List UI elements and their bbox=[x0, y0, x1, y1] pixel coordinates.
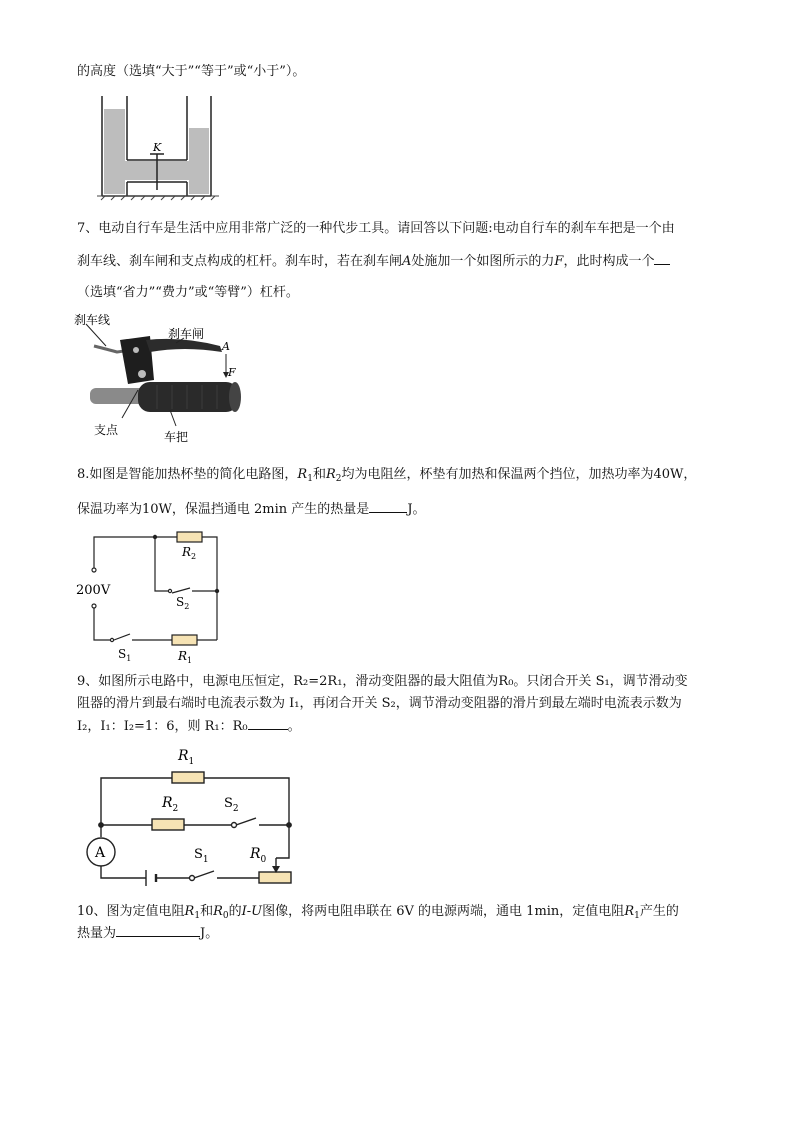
q9-line3: I₂，I₁：I₂=1：6，则 R₁：R₀ 。 bbox=[77, 719, 301, 734]
label-r0: $R_0$ bbox=[250, 846, 267, 865]
label-s2: $S_2$ bbox=[224, 796, 239, 814]
label-r1: $R_1$ bbox=[178, 748, 195, 767]
pivot-bolt bbox=[138, 370, 146, 378]
label-point-a: A bbox=[222, 340, 230, 353]
right-water bbox=[189, 128, 209, 194]
valve-label: K bbox=[153, 141, 162, 154]
leader-cable bbox=[86, 324, 106, 346]
leader-handle bbox=[170, 410, 176, 426]
junction-right bbox=[215, 589, 218, 592]
q7-answer-blank[interactable] bbox=[654, 252, 670, 265]
q8-line2: 保温功率为10W，保温挡通电 2min 产生的热量是 J。 bbox=[77, 502, 426, 517]
grip bbox=[138, 382, 238, 412]
supply-voltage: 200V bbox=[76, 583, 111, 598]
s1-contact bbox=[190, 876, 195, 881]
ammeter-label: A bbox=[95, 845, 106, 861]
s2-contact bbox=[168, 589, 171, 592]
q8-line1: 8.如图是智能加热杯垫的简化电路图，$R_1$和$R_2$均为电阻丝，杯垫有加热和保温两个挡位，加热功率为40W， bbox=[77, 467, 697, 484]
label-r2: $R_2$ bbox=[182, 545, 197, 561]
resistor-r1 bbox=[172, 772, 204, 783]
q10-line1: 10、图为定值电阻$R_1$和$R_0$的I-U图像，将两电阻串联在 6V 的电源两端，通电 1min，定值电阻$R_1$产生的 bbox=[77, 904, 679, 921]
q7-line3: （选填“省力”“费力”或“等臂”）杠杆。 bbox=[77, 285, 299, 300]
junction-left bbox=[153, 535, 156, 538]
terminal-bottom bbox=[92, 604, 96, 608]
q10-answer-blank[interactable] bbox=[116, 924, 200, 937]
resistor-r1 bbox=[172, 635, 197, 645]
label-handlebar: 车把 bbox=[164, 430, 189, 444]
label-s1: $S_1$ bbox=[194, 847, 209, 865]
brake-lever-figure bbox=[72, 310, 252, 445]
left-water bbox=[104, 109, 125, 194]
s2-contact bbox=[232, 823, 237, 828]
label-force-f: F bbox=[228, 366, 236, 379]
label-r1: $R_1$ bbox=[178, 649, 193, 665]
ammeter-circuit bbox=[84, 740, 304, 890]
label-s2: $S_2$ bbox=[176, 595, 190, 611]
q7-line1: 7、电动自行车是生活中应用非常广泛的一种代步工具。请回答以下问题:电动自行车的刹车车把是一个由 bbox=[77, 221, 675, 236]
label-r2: $R_2$ bbox=[162, 795, 179, 814]
clamp-bolt bbox=[133, 347, 139, 353]
terminal-top bbox=[92, 568, 96, 572]
q8-answer-blank[interactable] bbox=[369, 500, 407, 513]
q7-line2: 刹车线、刹车闸和支点构成的杠杆。刹车时，若在刹车闸A处施加一个如图所示的力F，此时构成一个 bbox=[77, 252, 670, 271]
q6-tail-text: 的高度（选填“大于”“等于”或“小于”）。 bbox=[77, 64, 306, 79]
junction-left bbox=[99, 823, 103, 827]
heating-pad-circuit bbox=[72, 526, 232, 666]
q10-line2: 热量为 J。 bbox=[77, 926, 219, 941]
q9-line2: 阻器的滑片到最右端时电流表示数为 I₁，再闭合开关 S₂，调节滑动变阻器的滑片到最左端时电流表示数为 bbox=[77, 696, 682, 711]
resistor-r2 bbox=[152, 819, 184, 830]
rheostat-r0 bbox=[259, 872, 291, 883]
q9-line1: 9、如图所示电路中，电源电压恒定，R₂=2R₁，滑动变阻器的最大阻值为R₀。只闭合开关 S₁，调节滑动变 bbox=[77, 674, 688, 689]
s1-contact bbox=[110, 638, 113, 641]
label-s1: $S_1$ bbox=[118, 647, 132, 663]
label-brake-lever: 刹车闸 bbox=[168, 327, 205, 341]
connected-vessel-figure bbox=[97, 96, 219, 201]
label-brake-cable: 刹车线 bbox=[74, 313, 111, 327]
grip-end bbox=[229, 382, 241, 412]
label-pivot: 支点 bbox=[94, 423, 119, 437]
q9-answer-blank[interactable] bbox=[248, 717, 288, 730]
resistor-r2 bbox=[177, 532, 202, 542]
